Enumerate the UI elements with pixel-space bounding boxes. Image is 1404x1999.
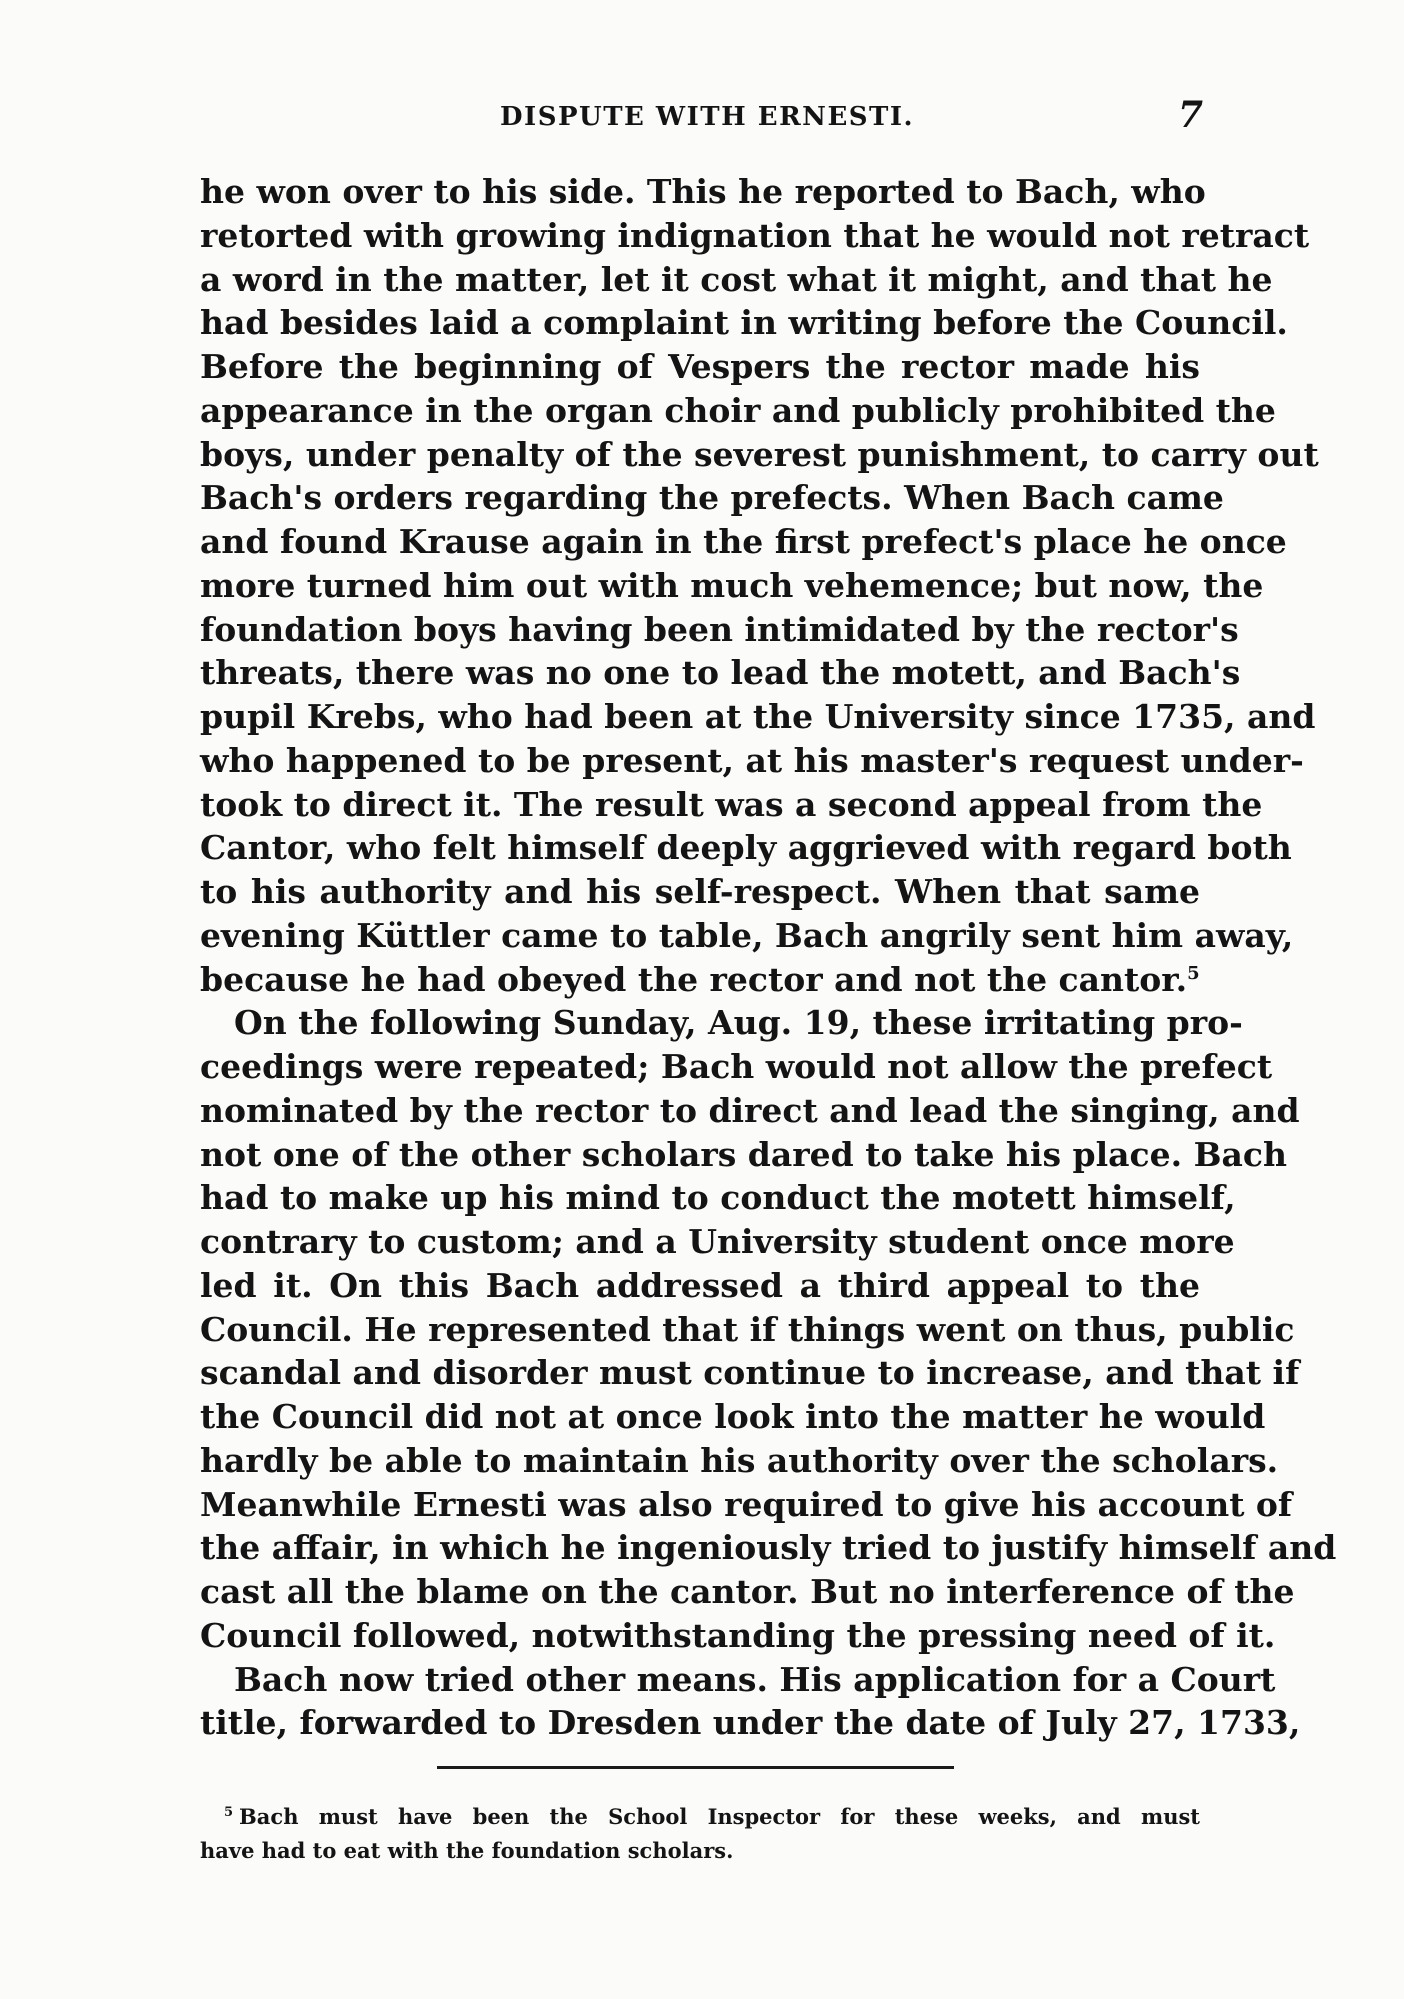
text-line: Cantor, who felt himself deeply aggrieved with regard both bbox=[200, 828, 1292, 868]
footnote-divider bbox=[437, 1766, 954, 1769]
text-line: he won over to his side. This he reported to Bach, who bbox=[200, 172, 1206, 211]
text-line: scandal and disorder must continue to increase, and that if bbox=[200, 1353, 1300, 1393]
paragraph-start-line: On the following Sunday, Aug. 19, these irritating pro- bbox=[234, 1003, 1243, 1043]
running-head: DISPUTE WITH ERNESTI. bbox=[500, 102, 915, 132]
text-line: the Council did not at once look into the matter he would bbox=[200, 1397, 1266, 1436]
footnote-line bbox=[200, 1800, 1200, 1834]
footnote-reference: 5 bbox=[1187, 962, 1200, 984]
text-line: Council. He represented that if things went on thus, public bbox=[200, 1309, 1295, 1349]
page-number: 7 bbox=[1178, 94, 1204, 136]
text-line: Meanwhile Ernesti was also required to give his account of bbox=[200, 1484, 1293, 1524]
text-line: foundation boys having been intimidated by the rector's bbox=[200, 609, 1239, 649]
footnote-marker: 5 bbox=[224, 1805, 234, 1820]
text-line: had besides laid a complaint in writing before the Council. bbox=[200, 303, 1288, 343]
text-line: retorted with growing indignation that he would not retract bbox=[200, 215, 1310, 255]
text-line: contrary to custom; and a University student once more bbox=[200, 1222, 1235, 1261]
text-line: Council followed, notwithstanding the pressing need of it. bbox=[200, 1615, 1276, 1655]
text-line: Bach's orders regarding the prefects. When Bach came bbox=[200, 478, 1224, 518]
text-line: had to make up his mind to conduct the motett himself, bbox=[200, 1178, 1236, 1218]
text-line: led it. On this Bach addressed a third appeal to the bbox=[200, 1265, 1200, 1305]
text-line: cast all the blame on the cantor. But no interference of the bbox=[200, 1572, 1295, 1611]
text-line: took to direct it. The result was a second appeal from the bbox=[200, 784, 1263, 824]
text-line: who happened to be present, at his master's request under- bbox=[200, 740, 1304, 780]
text-line: more turned him out with much vehemence; but now, the bbox=[200, 565, 1264, 605]
text-line: Before the beginning of Vespers the rector made his bbox=[200, 347, 1200, 386]
body-text bbox=[200, 170, 1337, 1745]
text-line: title, forwarded to Dresden under the date of July 27, 1733, bbox=[200, 1703, 1301, 1743]
footnote-line: have had to eat with the foundation scholars. bbox=[200, 1838, 734, 1863]
footnote-line-text: Bach must have been the School Inspector for these weeks, and must bbox=[239, 1804, 1200, 1829]
text-line: hardly be able to maintain his authority over the scholars. bbox=[200, 1440, 1279, 1480]
text-line: ceedings were repeated; Bach would not allow the prefect bbox=[200, 1047, 1273, 1086]
text-line: nominated by the rector to direct and lead the singing, and bbox=[200, 1090, 1300, 1130]
text-line: a word in the matter, let it cost what it might, and that he bbox=[200, 259, 1273, 299]
text-line: threats, there was no one to lead the motett, and Bach's bbox=[200, 653, 1241, 693]
text-line: and found Krause again in the first prefect's place he once bbox=[200, 522, 1287, 561]
text-line: boys, under penalty of the severest punishment, to carry out bbox=[200, 434, 1319, 474]
paragraph-start-line: Bach now tried other means. His application for a Court bbox=[234, 1659, 1276, 1699]
text-line: pupil Krebs, who had been at the University since 1735, and bbox=[200, 697, 1316, 736]
text-line-with-footnote-ref bbox=[200, 958, 1200, 1002]
text-line: evening Küttler came to table, Bach angrily sent him away, bbox=[200, 915, 1294, 955]
footnote bbox=[200, 1800, 1200, 1868]
text-line-content: because he had obeyed the rector and not the cantor. bbox=[200, 959, 1188, 999]
text-line: not one of the other scholars dared to take his place. Bach bbox=[200, 1134, 1287, 1174]
text-line: the affair, in which he ingeniously tried to justify himself and bbox=[200, 1528, 1337, 1568]
text-line: appearance in the organ choir and publicly prohibited the bbox=[200, 390, 1276, 430]
text-line: to his authority and his self-respect. When that same bbox=[200, 872, 1200, 911]
